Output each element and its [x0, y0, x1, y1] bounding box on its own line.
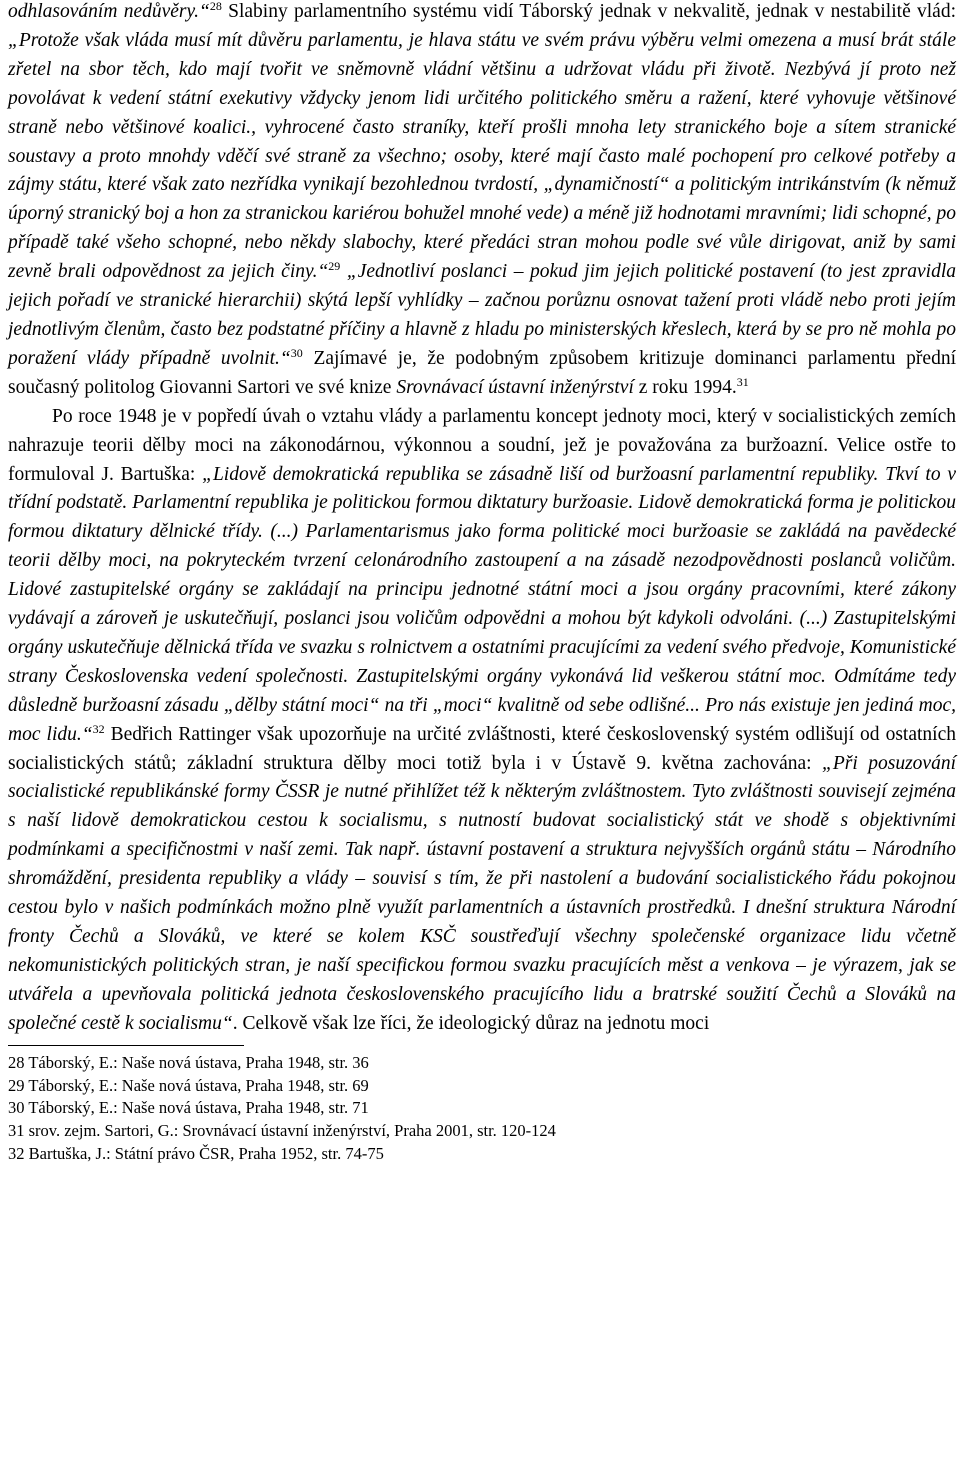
footnote-29: 29 Táborský, E.: Naše nová ústava, Praha 1948, str. 69	[8, 1075, 369, 1095]
text-run: Zajímavé je, že podobným způsobem kritizuje dominanci parlamentu přední současný politolog Giovanni Sartori ve své knize	[8, 347, 956, 398]
quoted-text-run: „Při posuzování socialistické republikánské formy ČSSR je nutné přihlížet též k některým zvláštnostem. Tyto zvláštnosti souvisejí zejména s naší lidově demokratickou cestou k socialismu, s nutností budovat socialistický stát ve shodě s objektivními podmínkami a specifičnostmi v naší zemi. Tak např. ústavní postavení a struktura nejvyšších orgánů státu – Národního shromáždění, presidenta republiky a vlády – souvisí s tím, že při nastolení a budování socialistického řádu pokojnou cestou bylo v našich podmínkách možno plně využít parlamentních a ústavních prostředků. I dnešní struktura Národní fronty Čechů a Slováků, ve které se kolem KSČ soustřeďují všechny společenské organizace lidu včetně nekomunistických politických stran, je naší specifickou formou svazku pracujících měst a venkova – je výrazem, jak se utvářela a upevňovala politická jednota československého pracujícího lidu a bratrské soužití Čechů a Slováků na společné cestě k socialismu“	[8, 752, 956, 1034]
footnote-separator	[8, 1045, 244, 1046]
footnote-ref: 28	[209, 0, 222, 13]
quoted-text-run: „Protože však vláda musí mít důvěru parlamentu, je hlava státu ve svém právu výběru velmi omezena a musí brát stále zřetel na sbor těch, kdo mají tvořit ve sněmovně vládní většinu a udržovat vládu při životě. Nezbývá jí proto než povolávat k vedení státní exekutivy vždycky jenom lidi určitého politického směru a ražení, které vyhovuje většinové straně nebo většinové koalici.	[8, 29, 956, 138]
footnote-28: 28 Táborský, E.: Naše nová ústava, Praha 1948, str. 36	[8, 1052, 369, 1072]
quoted-text-run: „Jednotliví poslanci – pokud jim jejich politické postavení (to jest zpravidla jejich pořadí ve stranické hierarchii) skýtá lepší vyhlídky – začnou porůznu osnovat tažení proti vládě nebo proti jejím jednotlivým členům, často bez podstatné příčiny a hlavně z hladu po ministerských křeslech, která by se pro ně mohla po poražení vlády případně uvolnit.“	[8, 261, 956, 369]
footnote-ref: 30	[290, 345, 303, 360]
footnote-31: 31 srov. zejm. Sartori, G.: Srovnávací ústavní inženýrství, Praha 2001, str. 120-124	[8, 1121, 556, 1141]
text-run: Po roce 1948 je v popředí úvah o vztahu vlády a parlamentu koncept jednoty moci, který v socialistických zemích nahrazuje teorii dělby moci na zákonodárnou, výkonnou a soudní, jež je považována za buržoazní. Velice ostře to formuloval J. Bartuška:	[8, 405, 956, 485]
quoted-text-run: Srovnávací ústavní inženýrství	[396, 376, 634, 398]
text-run: Slabiny parlamentního systému vidí Táborský jednak v nekvalitě, jednak v nestabilitě vlád:	[221, 1, 956, 22]
footnotes	[8, 1052, 956, 1167]
text-run: z roku 1994.	[633, 376, 737, 398]
footnote-ref: 31	[736, 374, 749, 389]
footnote-ref: 29	[328, 259, 341, 274]
text-run: . Celkově však lze říci, že ideologický důraz na jednotu moci	[232, 1012, 710, 1034]
footnote-30: 30 Táborský, E.: Naše nová ústava, Praha 1948, str. 71	[8, 1098, 369, 1118]
body-paragraph-2	[8, 403, 956, 1039]
quoted-text-run: odhlasováním nedůvěry.“	[8, 1, 210, 22]
body-paragraph-1	[8, 0, 956, 403]
footnote-32: 32 Bartuška, J.: Státní právo ČSR, Praha 1952, str. 74-75	[8, 1144, 384, 1164]
footnote-ref: 32	[92, 721, 105, 736]
text-run: Bedřich Rattinger však upozorňuje na určité zvláštnosti, které československý systém odlišují od ostatních socialistických států; základní struktura dělby moci totiž byla i v Ústavě 9. května zachována:	[8, 723, 956, 774]
quoted-text-run: , vyhrocené často straníky, kteří prošli mnoha lety stranického boje a sítem stranické soustavy a proto mnohdy vděčí své straně za všechno; osoby, které mají často malé pochopení pro celkové potřeby a zájmy státu, které však zato nezřídka vynikají bezohlednou tvrdostí, „dynamičností“ a politickým intrikánstvím (k němuž úporný stranický boj a hon za stranickou kariérou bohužel mnohé vede) a méně již hodnotami mravními; lidi schopné, po případě také všeho schopné, nebo někdy slabochy, které předáci stran mohou podle své vůle dirigovat, aniž by sami zevně brali odpovědnost za jejich činy.“	[8, 116, 956, 283]
quoted-text-run: „Lidově demokratická republika se zásadně liší od buržoasní parlamentní republiky. Tkví to v třídní podstatě. Parlamentní republika je politickou formou diktatury buržoasie. Lidově demokratická forma je politickou formou diktatury dělnické třídy. (...) Parlamentarismus jako forma politické moci buržoasie se zakládá na pavědecké teorii dělby moci, na pokryteckém tvrzení celonárodního zastoupení a na zásadě nezodpovědnosti poslanců voličům. Lidové zastupitelské orgány se zakládají na principu jednotné státní moci a jsou orgány pracovními, které zákony vydávají a zároveň je uskutečňují, poslanci jsou voličům odpovědni a mohou být kdykoli odvoláni. (...) Zastupitelskými orgány uskutečňuje dělnická třída ve svazku s rolnictvem a ostatními pracujícími za vedení svého předvoje, Komunistické strany Československa vedení společnosti. Zastupitelskými orgány vykonává lid veškerou státní moc. Odmítáme tedy důsledně buržoasní zásadu „dělby státní moci“ na tři „moci“ kvalitně od sebe odlišné... Pro nás existuje jen jediná moc, moc lidu.“	[8, 463, 956, 745]
document-page	[8, 0, 956, 1166]
